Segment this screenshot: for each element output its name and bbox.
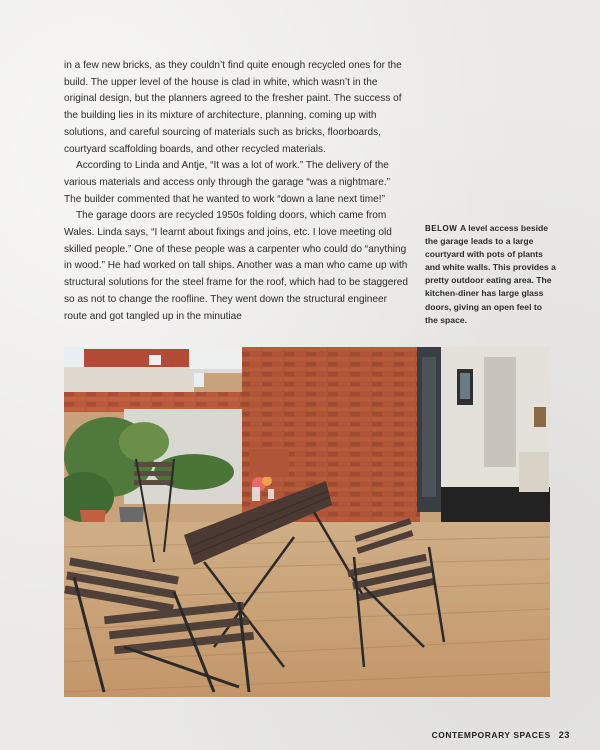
paragraph-2: According to Linda and Antje, “It was a lot of work.” The delivery of the various materials and access only through the garage “was a nightmare.” The builder commented that he wanted to work “down a lane next time!” — [64, 160, 390, 205]
section-title: CONTEMPORARY SPACES — [431, 730, 551, 740]
paragraph-3: The garage doors are recycled 1950s folding doors, which came from Wales. Linda says, “I learnt about fixings and joins, etc. I love meeting old skilled people.” One of these people was a carpenter who could do “anything in wood.” He had worked on tall ships. Another was a man who came up with structural solutions for the steel frame for the roof, which had to be staggered so as not to change the roofline. They went down the structural engineer route and got tangled up in the minutiae — [64, 210, 408, 322]
page-number: 23 — [558, 730, 570, 740]
courtyard-photo — [64, 347, 550, 697]
paragraph-1: in a few new bricks, as they couldn’t find quite enough recycled ones for the build. The upper level of the house is clad in white, which wasn’t in the original design, but the planners agreed to the fresher paint. The success of the building lies in its mixture of architecture, planning, coming up with solutions, and careful sourcing of materials such as bricks, floorboards, courtyard scaffolding boards, and other recycled materials. — [64, 60, 402, 155]
caption-text: A level access beside the garage leads to a large courtyard with pots of plants and white walls. This provides a pretty outdoor eating area. The kitchen-diner has large glass doors, giving an open feel to the space. — [425, 223, 556, 325]
article-body — [64, 58, 409, 325]
page-footer — [432, 730, 570, 740]
caption-lead: BELOW — [425, 224, 460, 233]
photo-caption — [425, 222, 557, 327]
